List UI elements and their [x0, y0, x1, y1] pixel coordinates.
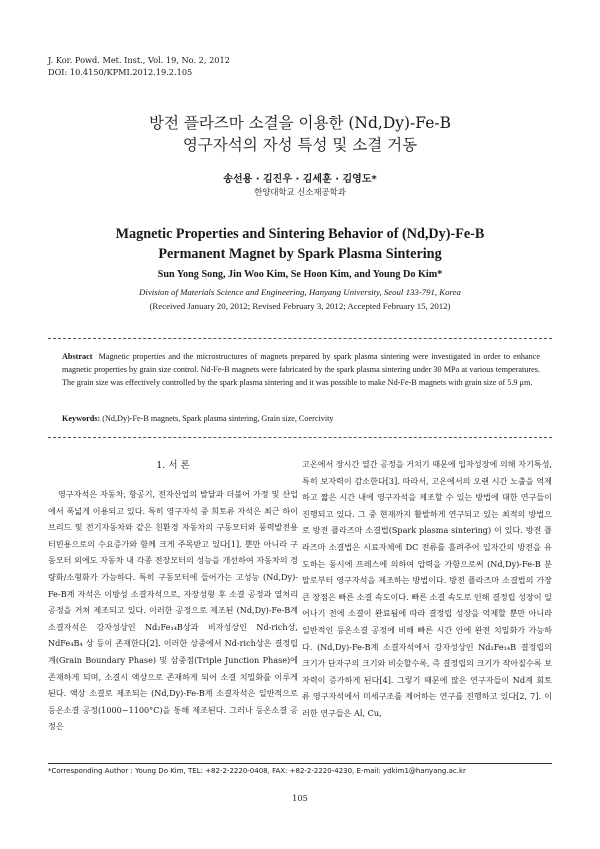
page-number: 105: [292, 793, 308, 803]
corresponding-author-footnote: *Corresponding Author : Young Do Kim, TEL: +82-2-2220-0408, FAX: +82-2-2220-4230, E-mail: ydkim1@hanyang.ac.kr: [48, 767, 466, 775]
english-title-line2: Permanent Magnet by Spark Plasma Sintering: [158, 246, 442, 262]
divider-top: [48, 338, 552, 339]
intro-paragraph-right: 고온에서 장시간 열간 공정을 거치기 때문에 입자성장에 의해 자기특성, 특히 보자력이 감소한다[3]. 따라서, 고온에서의 오랜 시간 노출을 억제하고 짧은 시간 내에 영구자석을 제조할 수 있는 방법에 대한 연구들이 진행되고 있다. 그 중 현재까지 활발하게 연구되고 있는 최적의 방법으로 방전 플라즈마 소결법(Spark plasma sintering) 이 있다. 방전 플라즈마 소결법은 시료자체에 DC 전류를 흘려주어 입자간의 방전을 유도하는 동시에 프레스에 의하여 압력을 가함으로써 (Nd,Dy)-Fe-B 분말로부터 영구자석을 제조하는 방법이다. 방전 플라즈마 소결법의 가장 큰 장점은 빠른 소결 속도이다. 빠른 소결 속도로 인해 결정립 성장이 일어나기 전에 소결이 완료됨에 따라 결정립 성장을 억제할 뿐만 아니라 일반적인 등온소결 공정에 비해 빠른 시간 안에 완전 치밀화가 가능하다. (Nd,Dy)-Fe-B계 소결자석에서 강자성상인 Nd₂Fe₁₄B 결정립의 크기가 단자구의 크기와 비슷할수록, 즉 결정립의 크기가 작아질수록 보자력이 증가하게 된다[4]. 그렇기 때문에 많은 연구자들이 Nd계 회토류 영구자석에서 미세구조를 제어하는 연구를 진행하고 있다[2, 7]. 이러한 연구들은 Al, Cu,: [302, 459, 552, 718]
keywords-label: Keywords:: [62, 414, 101, 423]
intro-paragraph-left: 영구자석은 자동차, 항공기, 전자산업의 발달과 더불어 가정 및 산업에서 폭넓게 이용되고 있다. 특히 영구자석 중 희토류 자석은 최근 하이브리드 및 전기자동차와 같은 친환경 자동차의 구동모터와 풍력발전용 터빈용으로의 수요증가와 함께 크게 주목받고 있다[1]. 뿐만 아니라 구동모터 외에도 자동차 내 각종 전장모터의 성능을 개선하여 자동차의 경량화/소형화가 가능하다. 특히 구동모터에 들어가는 고성능 (Nd,Dy)-Fe-B계 자석은 이방성 소결자석으로, 자장성형 후 소결 공정과 열처리 공정을 거쳐 제조되고 있다. 이러한 공정으로 제조된 (Nd,Dy)-Fe-B계 소결자석은 강자성상인 Nd₂Fe₁₄B상과 비자성상인 Nd-rich상, NdFe₄B₄ 상 등이 존재한다[2]. 이러한 상중에서 Nd-rich상은 결정립계(Grain Boundary Phase) 및 삼중점(Triple Junction Phase)에 존재하게 되며, 소결시 액상으로 존재하게 되어 소결 치밀화를 이루게 된다. 액상 소결로 제조되는 (Nd,Dy)-Fe-B계 소결자석은 일반적으로 등온소결 공정(1000~1100°C)을 통해 제조된다. 그러나 등온소결 공정은: [48, 489, 298, 732]
abstract-text: Magnetic properties and the microstructures of magnets prepared by spark plasma sintering were investigated in order to enhance magnetic properties by grain size control. Nd-Fe-B magnets were fabricated by the spark plasma sintering under 30 MPa at various temperatures. The grain size was effectively controlled by the spark plasma sintering and it was possible to make Nd-Fe-B magnets with grain size of 5.9 μm.: [62, 352, 540, 387]
body-column-left: [48, 456, 298, 735]
received-dates: (Received January 20, 2012; Revised February 3, 2012; Accepted February 15, 2012): [149, 301, 451, 311]
footnote-rule: [48, 763, 552, 764]
doi: DOI: 10.4150/KPMI.2012.19.2.105: [48, 67, 193, 77]
korean-title: [0, 112, 600, 156]
abstract: [62, 350, 540, 389]
korean-title-line1: 방전 플라즈마 소결을 이용한 (Nd,Dy)-Fe-B: [148, 114, 452, 132]
english-affiliation: Division of Materials Science and Engineering, Hanyang University, Seoul 133-791, Korea: [139, 287, 461, 297]
korean-authors: 송선용 · 김진우 · 김세훈 · 김영도*: [223, 174, 377, 185]
english-title: [0, 224, 600, 264]
divider-bottom: [48, 437, 552, 438]
korean-affiliation: 한양대학교 신소재공학과: [254, 187, 346, 197]
keywords: [62, 414, 540, 423]
keywords-text: (Nd,Dy)-Fe-B magnets, Spark plasma sintering, Grain size, Coercivity: [102, 414, 334, 423]
section-heading: 1. 서 론: [156, 460, 190, 471]
english-title-line1: Magnetic Properties and Sintering Behavior of (Nd,Dy)-Fe-B: [115, 226, 485, 242]
abstract-label: Abstract: [62, 352, 93, 361]
journal-citation: J. Kor. Powd. Met. Inst., Vol. 19, No. 2, 2012: [48, 55, 230, 65]
korean-title-line2: 영구자석의 자성 특성 및 소결 거동: [182, 136, 418, 154]
body-column-right: [302, 456, 552, 722]
english-authors: Sun Yong Song, Jin Woo Kim, Se Hoon Kim, and Young Do Kim*: [157, 269, 443, 280]
journal-header: [48, 54, 230, 78]
